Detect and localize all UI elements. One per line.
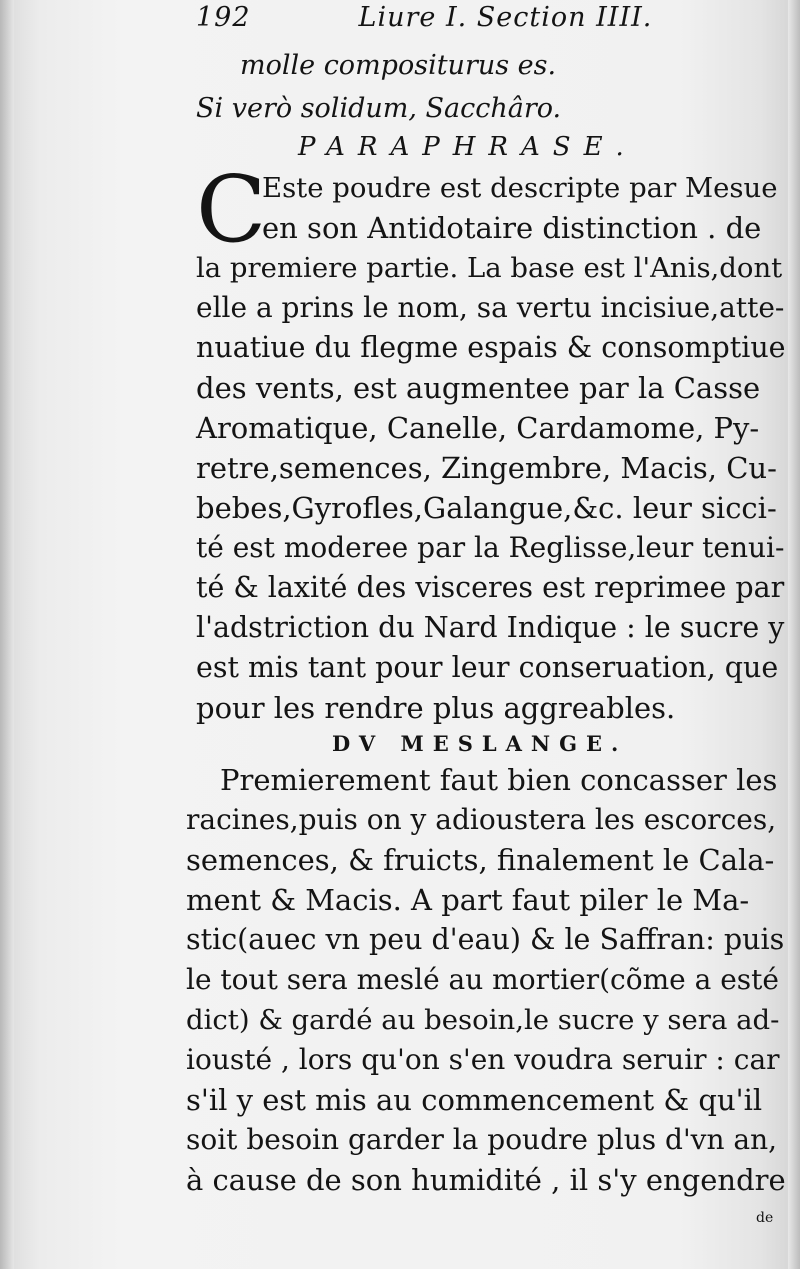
text-line: bebes,Gyrofles,Galangue,&c. leur sicci- — [196, 491, 777, 525]
page-left-edge — [0, 0, 14, 1269]
catchword: de — [756, 1210, 774, 1226]
latin-line: Si verò solidum, Sacchâro. — [196, 93, 562, 124]
text-line: pour les rendre plus aggreables. — [196, 691, 676, 725]
text-line: stic(auec vn peu d'eau) & le Saffran: puis — [186, 923, 785, 956]
latin-line: molle compositurus es. — [240, 50, 557, 81]
drop-capital: C — [196, 156, 267, 263]
page-number: 192 — [196, 2, 251, 33]
text-line: Premierement faut bien concasser les — [220, 763, 778, 797]
text-line: té & laxité des visceres est reprimee par — [196, 571, 785, 604]
text-line: racines,puis on y adioustera les escorces, — [186, 803, 777, 836]
text-line: té est moderee par la Reglisse,leur tenui- — [196, 531, 785, 564]
text-line: nuatiue du flegme espais & consomptiue — [196, 331, 786, 364]
text-line: s'il y est mis au commencement & qu'il — [186, 1083, 763, 1117]
mixing-heading: DV MESLANGE. — [332, 731, 628, 756]
text-line: l'adstriction du Nard Indique : le sucre y — [196, 611, 785, 644]
text-line: Aromatique, Canelle, Cardamome, Py- — [196, 411, 760, 445]
page-right-edge — [788, 0, 800, 1269]
text-line: semences, & fruicts, finalement le Cala- — [186, 843, 775, 877]
running-head: Liure I. Section IIII. — [358, 2, 653, 33]
text-line: des vents, est augmentee par la Casse — [196, 371, 761, 405]
text-line: soit besoin garder la poudre plus d'vn an, — [186, 1123, 778, 1156]
text-line: retre,semences, Zingembre, Macis, Cu- — [196, 451, 777, 485]
running-header — [186, 2, 786, 33]
text-line: en son Antidotaire distinction . de — [262, 211, 762, 245]
text-line: à cause de son humidité , il s'y engendre — [186, 1163, 786, 1197]
text-line: Este poudre est descripte par Mesue — [262, 172, 778, 204]
text-line: la premiere partie. La base est l'Anis,dont — [196, 252, 783, 284]
text-line: ment & Macis. A part faut piler le Ma- — [186, 883, 750, 917]
text-line: est mis tant pour leur conseruation, que — [196, 651, 779, 684]
paraphrase-heading: PARAPHRASE. — [298, 132, 637, 162]
text-line: le tout sera meslé au mortier(cõme a esté — [186, 963, 779, 996]
text-line: elle a prins le nom, sa vertu incisiue,atte- — [196, 291, 785, 324]
text-line: iousté , lors qu'on s'en voudra seruir : car — [186, 1043, 780, 1076]
text-line: dict) & gardé au besoin,le sucre y sera ad- — [186, 1004, 780, 1036]
